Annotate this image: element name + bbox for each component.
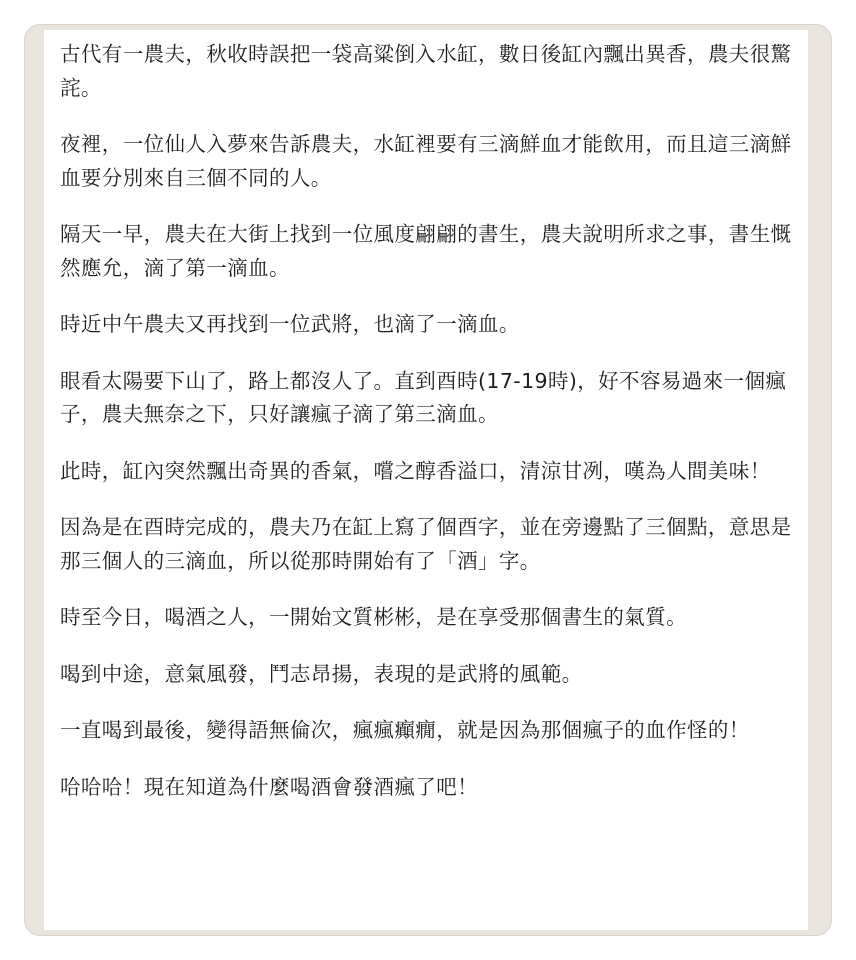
paragraph-7: 因為是在酉時完成的，農夫乃在缸上寫了個酉字，並在旁邊點了三個點，意思是那三個人的三滴血，所以從那時開始有了「酒」字。 [60, 515, 792, 573]
paragraph-2: 夜裡，一位仙人入夢來告訴農夫，水缸裡要有三滴鮮血才能飲用，而且這三滴鮮血要分別來自三個不同的人。 [60, 132, 792, 190]
paragraph-8: 時至今日，喝酒之人，一開始文質彬彬，是在享受那個書生的氣質。 [60, 605, 687, 629]
article-body [44, 30, 808, 930]
paragraph-5: 眼看太陽要下山了，路上都沒人了。直到酉時(17-19時)，好不容易過來一個瘋子，農夫無奈之下，只好讓瘋子滴了第三滴血。 [60, 368, 787, 426]
page-frame [24, 24, 832, 936]
paragraph-3: 隔天一早，農夫在大街上找到一位風度翩翩的書生，農夫說明所求之事，書生慨然應允，滴了第一滴血。 [60, 222, 792, 280]
paragraph-4: 時近中午農夫又再找到一位武將，也滴了一滴血。 [60, 312, 520, 336]
paragraph-9: 喝到中途，意氣風發，鬥志昂揚，表現的是武將的風範。 [60, 661, 583, 686]
paragraph-6: 此時，缸內突然飄出奇異的香氣，嚐之醇香溢口，清涼甘冽，嘆為人間美味！ [60, 458, 771, 483]
paragraph-1: 古代有一農夫，秋收時誤把一袋高粱倒入水缸，數日後缸內飄出異香，農夫很驚詫。 [60, 42, 792, 100]
paragraph-10: 一直喝到最後，變得語無倫次，瘋瘋癲癇，就是因為那個瘋子的血作怪的！ [60, 718, 750, 742]
paragraph-11: 哈哈哈！現在知道為什麼喝酒會發酒瘋了吧！ [60, 774, 478, 799]
